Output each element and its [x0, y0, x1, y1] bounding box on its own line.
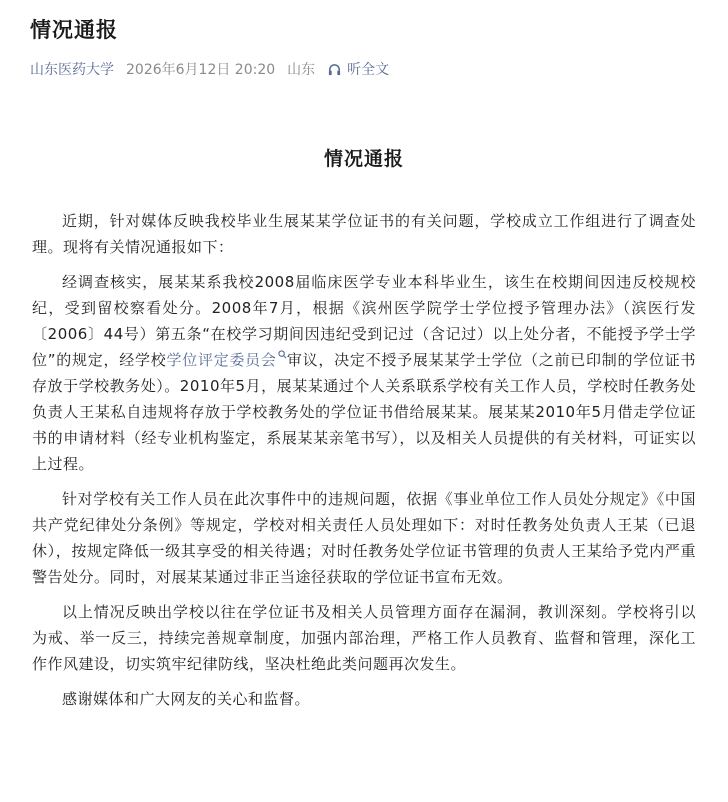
paragraph-handling: 针对学校有关工作人员在此次事件中的违规问题，依据《事业单位工作人员处分规定》《中国共产党纪律处分条例》等规定，学校对相关责任人员处理如下：对时任教务处负责人王某（已退休），按规定降低一级其享受的相关待遇；对时任教务处学位证书管理的负责人王某给予党内严重警告处分。同时，对展某某通过非正当途径获取的学位证书宣布无效。 [32, 490, 696, 586]
account-name-link[interactable]: 山东医药大学 [30, 62, 114, 78]
article-heading: 情况通报 [323, 148, 404, 170]
publish-location: 山东 [287, 62, 316, 78]
article-meta [30, 59, 389, 79]
paragraph-thanks: 感谢媒体和广大网友的关心和监督。 [62, 690, 311, 708]
headphones-icon [327, 62, 342, 77]
degree-committee-link[interactable] [166, 351, 286, 369]
article-body [32, 208, 696, 721]
paragraph-lessons: 以上情况反映出学校以往在学位证书及相关人员管理方面存在漏洞，教训深刻。学校将引以为戒、举一反三，持续完善规章制度，加强内部治理，严格工作人员教育、监督和管理，深化工作作风建设，切实筑牢纪律防线，坚决杜绝此类问题再次发生。 [32, 603, 696, 673]
listen-label: 听全文 [347, 62, 390, 78]
article-title: 情况通报 [30, 18, 118, 42]
search-icon [278, 350, 287, 359]
findings-text-part2: 审议，决定不授予展某某学士学位（之前已印制的学位证书存放于学校教务处）。2010年5月，展某某通过个人关系联系学校有关工作人员，学校时任教务处负责人王某私自违规将存放于学校教务处的学位证书借给展某某。展某某2010年5月借走学位证书的申请材料（经专业机构鉴定，系展某某亲笔书写），以及相关人员提供的有关材料，可证实以上过程。 [32, 351, 696, 473]
paragraph-intro: 近期，针对媒体反映我校毕业生展某某学位证书的有关问题，学校成立工作组进行了调查处理。现将有关情况通报如下： [32, 212, 696, 256]
degree-committee-link-text: 学位评定委员会 [166, 351, 277, 369]
findings-text-part1: 经调查核实，展某某系我校2008届临床医学专业本科毕业生，该生在校期间因违反校规校纪，受到留校察看处分。2008年7月，根据《滨州医学院学士学位授予管理办法》（滨医行发〔2006〕44号）第五条“在校学习期间因违纪受到记过（含记过）以上处分者，不能授予学士学位”的规定，经学校 [32, 273, 696, 369]
publish-date: 2026年6月12日 20:20 [126, 62, 276, 78]
paragraph-findings [32, 269, 696, 477]
listen-full-text-button[interactable] [327, 59, 389, 79]
